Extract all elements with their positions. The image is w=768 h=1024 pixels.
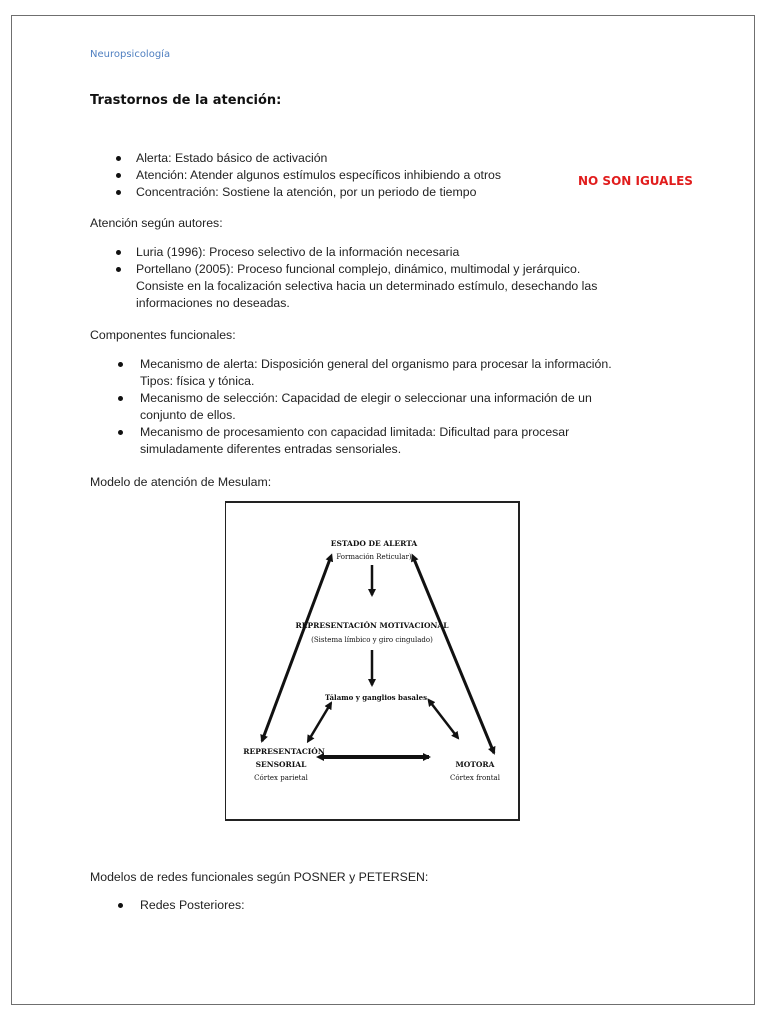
arrow-sensorial-talamo xyxy=(310,703,331,738)
list-item-continuation: Consiste en la focalización selectiva hacia un determinado estímulo, desechando las xyxy=(136,279,598,293)
list-item: Mecanismo de selección: Capacidad de elegir o seleccionar una información de un xyxy=(140,390,612,407)
list-item: Alerta: Estado básico de activación xyxy=(136,150,501,167)
section-title: Trastornos de la atención: xyxy=(90,93,282,108)
list-item-continuation: conjunto de ellos. xyxy=(140,408,236,422)
components-list xyxy=(140,356,612,458)
list-item: Portellano (2005): Proceso funcional complejo, dinámico, multimodal y jerárquico. xyxy=(136,261,597,278)
node-alerta-title: ESTADO DE ALERTA xyxy=(330,539,418,548)
node-motivacional-title: REPRESENTACIÓN MOTIVACIONAL xyxy=(295,621,449,630)
list-item: Concentración: Sostiene la atención, por un periodo de tiempo xyxy=(136,184,501,201)
paragraph-autores: Atención según autores: xyxy=(90,216,223,230)
mesulam-diagram xyxy=(225,501,520,821)
list-item: Luria (1996): Proceso selectivo de la información necesaria xyxy=(136,244,597,261)
paragraph-posner: Modelos de redes funcionales según POSNER y PETERSEN: xyxy=(90,870,429,884)
node-sensorial-title: REPRESENTACIÓN xyxy=(243,747,325,756)
mesulam-diagram-svg xyxy=(226,503,521,823)
node-motivacional-sub: (Sistema límbico y giro cingulado) xyxy=(311,636,433,644)
networks-list xyxy=(140,897,245,914)
list-item: Atención: Atender algunos estímulos específicos inhibiendo a otros xyxy=(136,167,501,184)
arrow-alerta-sensorial xyxy=(262,559,330,741)
paragraph-componentes: Componentes funcionales: xyxy=(90,328,236,342)
node-sensorial-title2: SENSORIAL xyxy=(255,760,307,769)
node-talamo: Tálamo y ganglios basales xyxy=(324,693,428,702)
list-item: Redes Posteriores: xyxy=(140,897,245,914)
paragraph-modelo: Modelo de atención de Mesulam: xyxy=(90,475,272,489)
list-item-continuation: informaciones no deseadas. xyxy=(136,296,290,310)
page-header: Neuropsicología xyxy=(90,49,171,60)
red-annotation: NO SON IGUALES xyxy=(578,174,693,188)
list-item-continuation: simuladamente diferentes entradas sensoriales. xyxy=(140,442,402,456)
disorders-list xyxy=(136,150,501,201)
node-alerta-sub: Formación Reticular) xyxy=(336,553,412,561)
node-motora-title: MOTORA xyxy=(455,760,495,769)
node-motora-sub: Córtex frontal xyxy=(450,774,500,782)
list-item-continuation: Tipos: física y tónica. xyxy=(140,374,255,388)
list-item: Mecanismo de alerta: Disposición general del organismo para procesar la información. xyxy=(140,356,612,373)
node-sensorial-sub: Córtex parietal xyxy=(254,774,308,782)
arrow-alerta-motora xyxy=(414,559,494,753)
list-item: Mecanismo de procesamiento con capacidad limitada: Dificultad para procesar xyxy=(140,424,612,441)
authors-list xyxy=(136,244,597,312)
arrow-talamo-motora xyxy=(431,703,458,738)
